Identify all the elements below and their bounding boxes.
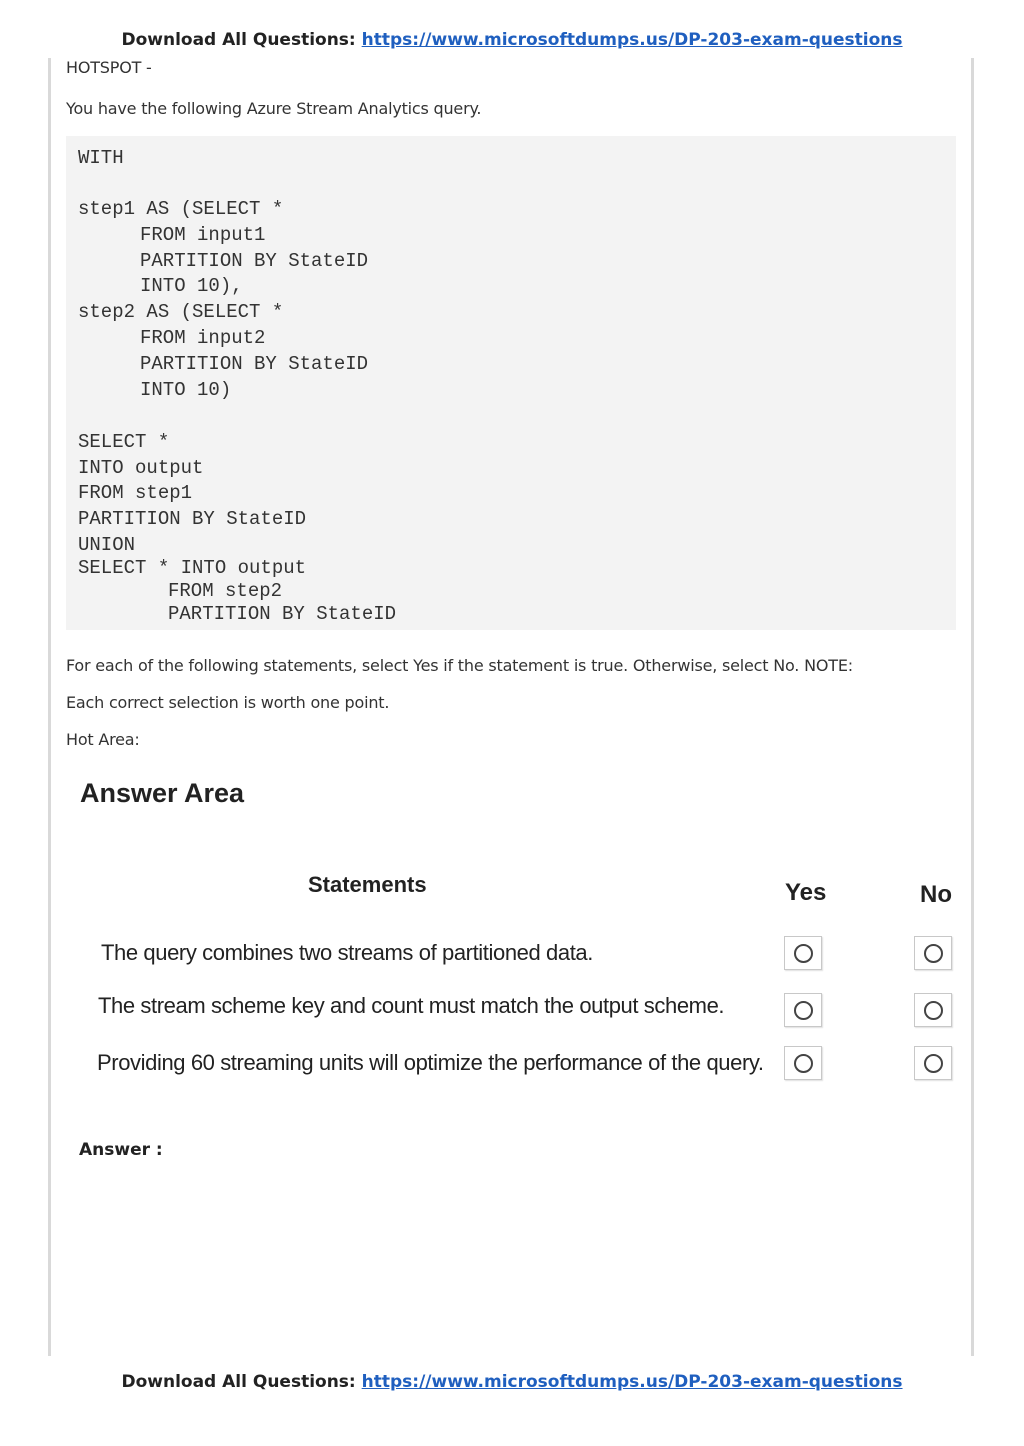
code-line: INTO 10),: [140, 275, 243, 297]
code-line: PARTITION BY StateID: [168, 603, 397, 625]
statement-2: The stream scheme key and count must match the output scheme.: [98, 993, 725, 1018]
code-line: FROM step1: [78, 482, 193, 504]
right-border: [971, 58, 974, 1356]
statement-1: The query combines two streams of partitioned data.: [101, 940, 593, 965]
code-line: FROM step2: [168, 580, 283, 602]
statement-3-no-option[interactable]: [914, 1046, 952, 1080]
no-header: No: [920, 881, 952, 908]
radio-icon: [924, 944, 943, 963]
statement-1-no-option[interactable]: [914, 936, 952, 970]
radio-icon: [924, 1001, 943, 1020]
radio-icon: [794, 944, 813, 963]
question-intro: You have the following Azure Stream Analytics query.: [66, 99, 482, 118]
left-border: [48, 58, 51, 1356]
code-line: PARTITION BY StateID: [78, 508, 307, 530]
header-link[interactable]: https://www.microsoftdumps.us/DP-203-exam-questions: [361, 30, 903, 50]
code-line: step2 AS (SELECT *: [78, 301, 284, 323]
radio-icon: [794, 1054, 813, 1073]
code-line: INTO output: [78, 457, 204, 479]
statement-3: Providing 60 streaming units will optimize the performance of the query.: [97, 1050, 764, 1075]
question-type-label: HOTSPOT -: [66, 58, 152, 77]
code-line: FROM input1: [140, 224, 266, 246]
hot-area-label: Hot Area:: [66, 730, 140, 749]
note-text: Each correct selection is worth one point.: [66, 693, 390, 712]
footer-banner: [0, 1372, 1024, 1392]
code-line: UNION: [78, 534, 136, 556]
statement-2-yes-option[interactable]: [784, 993, 822, 1027]
radio-icon: [924, 1054, 943, 1073]
code-line: PARTITION BY StateID: [140, 250, 369, 272]
code-line: PARTITION BY StateID: [140, 353, 369, 375]
code-line: WITH: [78, 147, 124, 169]
footer-label: Download All Questions:: [121, 1372, 356, 1392]
statements-header: Statements: [308, 872, 427, 897]
statement-2-no-option[interactable]: [914, 993, 952, 1027]
statement-3-yes-option[interactable]: [784, 1046, 822, 1080]
statement-1-yes-option[interactable]: [784, 936, 822, 970]
radio-icon: [794, 1001, 813, 1020]
footer-link[interactable]: https://www.microsoftdumps.us/DP-203-exam-questions: [361, 1372, 903, 1392]
code-line: SELECT * INTO output: [78, 557, 307, 579]
query-code-block: [66, 136, 956, 630]
answer-label: Answer :: [79, 1140, 163, 1160]
code-line: FROM input2: [140, 327, 266, 349]
answer-area-title: Answer Area: [80, 778, 245, 808]
instruction-text: For each of the following statements, select Yes if the statement is true. Otherwise, select No. NOTE:: [66, 656, 853, 675]
header-label: Download All Questions:: [121, 30, 356, 50]
code-line: INTO 10): [140, 379, 232, 401]
code-line: step1 AS (SELECT *: [78, 198, 284, 220]
code-line: SELECT *: [78, 431, 170, 453]
header-banner: [0, 30, 1024, 50]
yes-header: Yes: [785, 879, 827, 906]
